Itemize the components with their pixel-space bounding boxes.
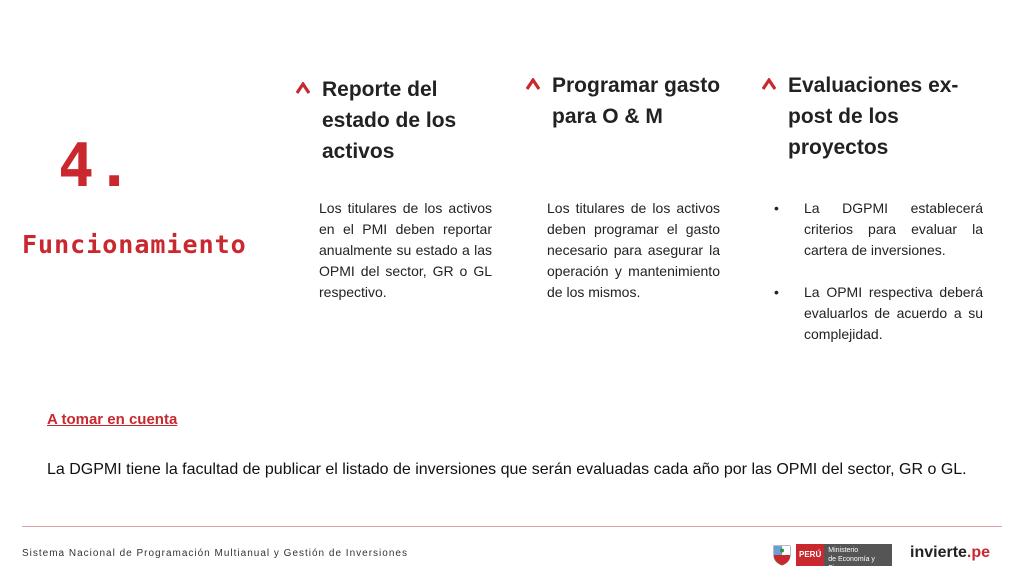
list-item (774, 282, 983, 345)
bullet-text: La DGPMI establecerá criterios para evaluar la cartera de inversiones. (804, 200, 983, 258)
bullet-text: La OPMI respectiva deberá evaluarlos de acuerdo a su complejidad. (804, 284, 983, 342)
note-text: La DGPMI tiene la facultad de publicar el listado de inversiones que serán evaluadas cada año por las OPMI del sector, GR o GL. (47, 461, 967, 478)
brand-logo (910, 544, 990, 562)
coat-of-arms-icon (772, 544, 792, 566)
section-title: Funcionamiento (22, 230, 247, 259)
note-title: A tomar en cuenta (47, 411, 178, 428)
chevron-up-icon (296, 82, 310, 94)
bullet-icon: • (774, 200, 779, 216)
ministry-line-2: de Economía y Finanzas (828, 556, 875, 572)
peru-label: PERÚ (796, 544, 824, 566)
ministry-label (824, 544, 892, 572)
ministry-line-1: Ministerio (828, 547, 859, 554)
list-item (774, 198, 983, 261)
column-body: Los titulares de los activos en el PMI deben reportar anualmente su estado a las OPMI del sector, GR o GL respectivo. (319, 200, 492, 300)
column-header (526, 70, 736, 132)
column-title: Evaluaciones ex-post de los proyectos (788, 74, 959, 159)
slide-number: 4. (58, 131, 135, 201)
bullet-list (774, 198, 983, 366)
brand-prefix: invierte (910, 544, 967, 561)
brand-suffix: .pe (966, 544, 991, 561)
column-title: Programar gasto para O & M (552, 74, 721, 128)
bullet-icon: • (774, 284, 779, 300)
column-header (296, 74, 496, 167)
column-title: Reporte del estado de los activos (322, 78, 457, 163)
column-body: Los titulares de los activos deben programar el gasto necesario para asegurar la operación y mantenimiento de los mismos. (547, 200, 720, 300)
chevron-up-icon (526, 78, 540, 90)
government-logo (772, 543, 892, 572)
chevron-up-icon (762, 78, 776, 90)
column-header (762, 70, 972, 163)
footer-divider (22, 526, 1002, 527)
footer-system-name: Sistema Nacional de Programación Multianual y Gestión de Inversiones (22, 548, 408, 559)
